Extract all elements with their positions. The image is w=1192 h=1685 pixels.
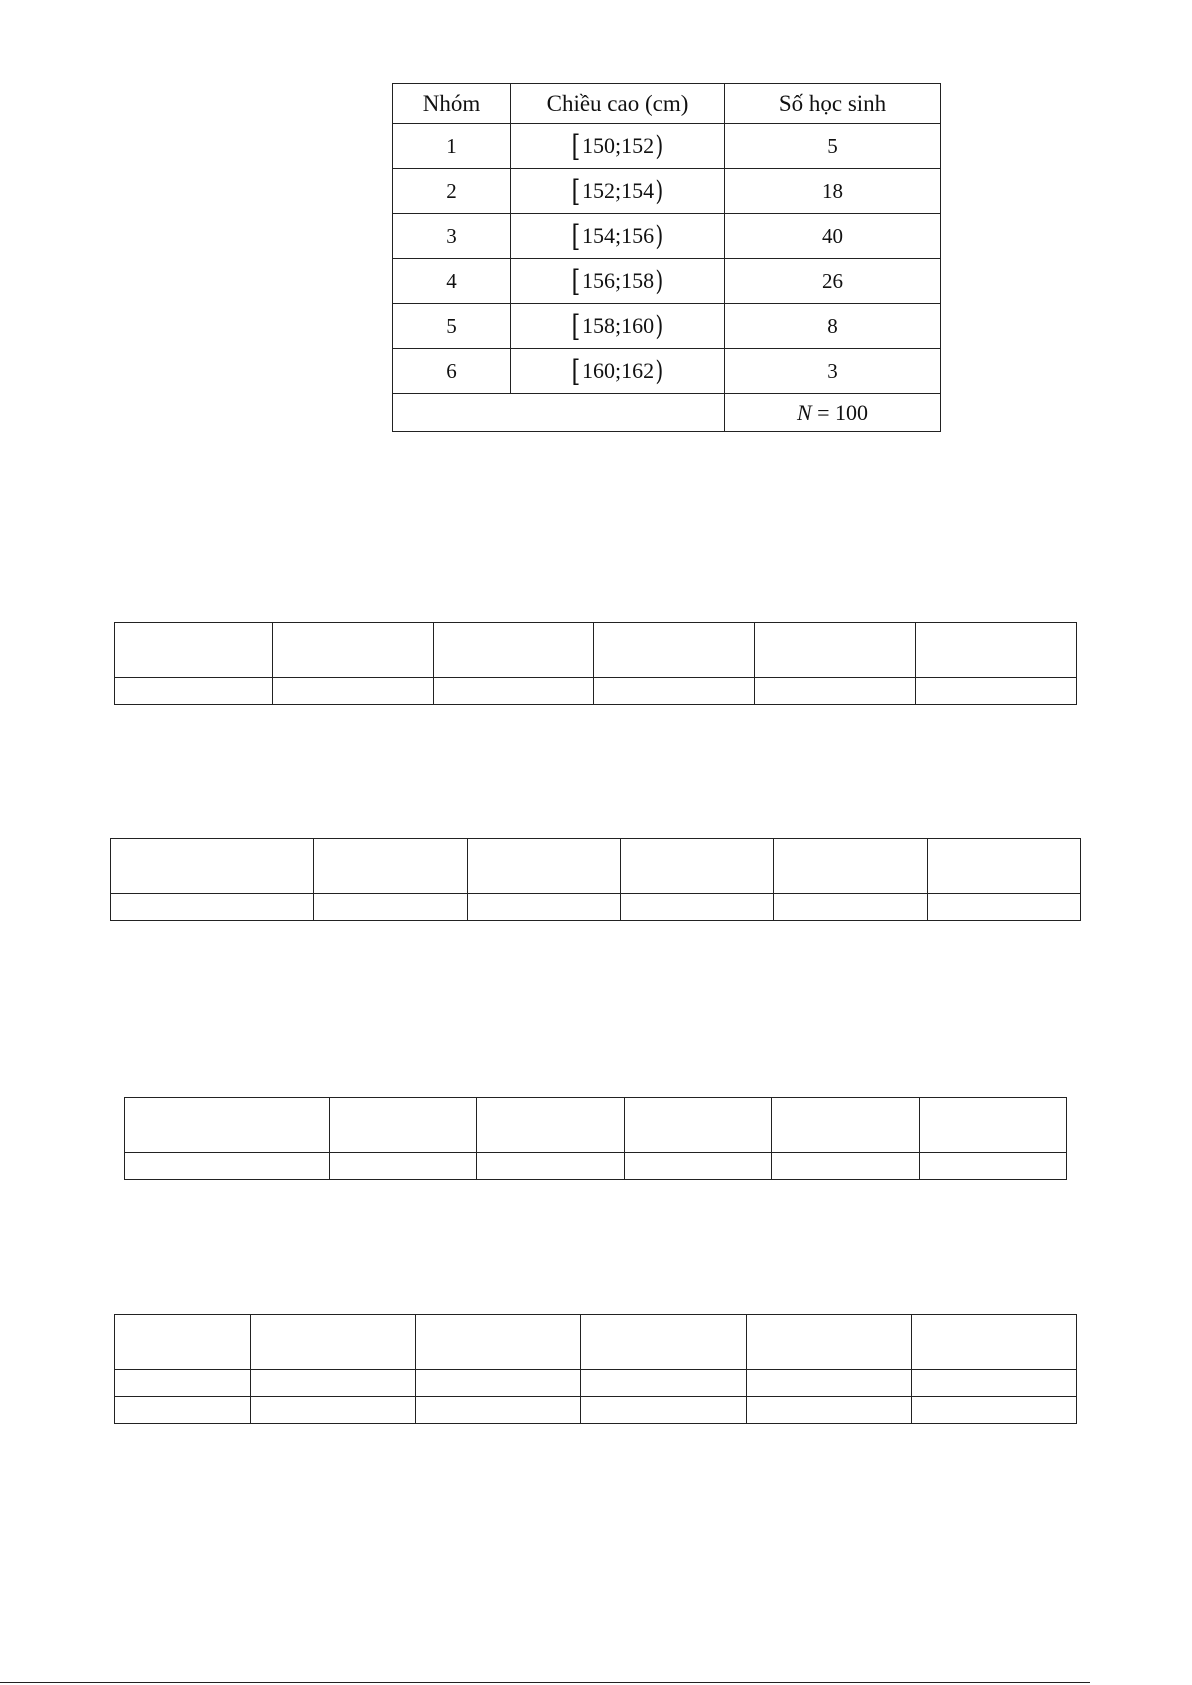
height-interval: [160;162) bbox=[511, 349, 725, 394]
blank-table-1 bbox=[114, 622, 1077, 705]
blank-cell bbox=[416, 1370, 581, 1397]
blank-cell bbox=[621, 839, 774, 894]
group-number: 2 bbox=[393, 169, 511, 214]
blank-cell bbox=[625, 1098, 772, 1153]
blank-cell bbox=[115, 1315, 251, 1370]
student-count: 3 bbox=[725, 349, 941, 394]
blank-cell bbox=[594, 678, 755, 705]
blank-cell bbox=[115, 678, 273, 705]
total-cell: N = 100 bbox=[725, 394, 941, 432]
group-number: 1 bbox=[393, 124, 511, 169]
blank-cell bbox=[747, 1315, 912, 1370]
blank-cell bbox=[928, 894, 1081, 921]
student-count: 26 bbox=[725, 259, 941, 304]
header-group: Nhóm bbox=[393, 84, 511, 124]
blank-cell bbox=[434, 623, 594, 678]
blank-cell bbox=[755, 623, 916, 678]
table-row bbox=[393, 304, 941, 349]
footer-divider bbox=[0, 1682, 1090, 1683]
group-number: 4 bbox=[393, 259, 511, 304]
total-value: 100 bbox=[835, 399, 869, 425]
group-number: 3 bbox=[393, 214, 511, 259]
blank-cell bbox=[755, 678, 916, 705]
blank-cell bbox=[111, 839, 314, 894]
blank-cell bbox=[468, 894, 621, 921]
blank-row bbox=[111, 894, 1081, 921]
blank-cell bbox=[330, 1098, 477, 1153]
blank-cell bbox=[581, 1397, 747, 1424]
blank-cell bbox=[416, 1397, 581, 1424]
blank-cell bbox=[111, 894, 314, 921]
blank-cell bbox=[251, 1315, 416, 1370]
blank-cell bbox=[747, 1370, 912, 1397]
blank-row bbox=[115, 1397, 1077, 1424]
student-count: 5 bbox=[725, 124, 941, 169]
blank-cell bbox=[125, 1098, 330, 1153]
blank-cell bbox=[273, 678, 434, 705]
total-row bbox=[393, 394, 941, 432]
blank-cell bbox=[115, 623, 273, 678]
blank-cell bbox=[115, 1370, 251, 1397]
table-row bbox=[393, 214, 941, 259]
blank-cell bbox=[916, 623, 1077, 678]
blank-row bbox=[125, 1153, 1067, 1180]
blank-cell bbox=[125, 1153, 330, 1180]
frequency-table bbox=[392, 83, 941, 432]
blank-row bbox=[115, 1315, 1077, 1370]
blank-cell bbox=[581, 1370, 747, 1397]
blank-cell bbox=[912, 1370, 1077, 1397]
student-count: 40 bbox=[725, 214, 941, 259]
blank-cell bbox=[314, 839, 468, 894]
height-interval: [154;156) bbox=[511, 214, 725, 259]
blank-cell bbox=[581, 1315, 747, 1370]
student-count: 18 bbox=[725, 169, 941, 214]
blank-cell bbox=[747, 1397, 912, 1424]
blank-cell bbox=[477, 1098, 625, 1153]
header-height: Chiều cao (cm) bbox=[511, 84, 725, 124]
blank-row bbox=[115, 1370, 1077, 1397]
blank-cell bbox=[928, 839, 1081, 894]
blank-cell bbox=[314, 894, 468, 921]
blank-cell bbox=[251, 1397, 416, 1424]
group-number: 6 bbox=[393, 349, 511, 394]
blank-cell bbox=[251, 1370, 416, 1397]
blank-cell bbox=[920, 1153, 1067, 1180]
header-row bbox=[393, 84, 941, 124]
blank-cell bbox=[916, 678, 1077, 705]
blank-cell bbox=[912, 1397, 1077, 1424]
table-row bbox=[393, 169, 941, 214]
blank-table-4 bbox=[114, 1314, 1077, 1424]
blank-cell bbox=[330, 1153, 477, 1180]
table-row bbox=[393, 124, 941, 169]
blank-cell bbox=[920, 1098, 1067, 1153]
blank-cell bbox=[273, 623, 434, 678]
blank-cell bbox=[774, 894, 928, 921]
group-number: 5 bbox=[393, 304, 511, 349]
total-variable: N bbox=[796, 399, 812, 425]
blank-cell bbox=[772, 1098, 920, 1153]
blank-row bbox=[115, 678, 1077, 705]
height-interval: [158;160) bbox=[511, 304, 725, 349]
blank-row bbox=[125, 1098, 1067, 1153]
blank-cell bbox=[416, 1315, 581, 1370]
blank-table-3 bbox=[124, 1097, 1067, 1180]
blank-cell bbox=[772, 1153, 920, 1180]
student-count: 8 bbox=[725, 304, 941, 349]
blank-row bbox=[111, 839, 1081, 894]
blank-row bbox=[115, 623, 1077, 678]
blank-table-2 bbox=[110, 838, 1081, 921]
table-row bbox=[393, 349, 941, 394]
table-row bbox=[393, 259, 941, 304]
blank-cell bbox=[115, 1397, 251, 1424]
blank-cell bbox=[912, 1315, 1077, 1370]
height-interval: [150;152) bbox=[511, 124, 725, 169]
blank-cell bbox=[774, 839, 928, 894]
total-row-blank bbox=[393, 394, 725, 432]
height-interval: [152;154) bbox=[511, 169, 725, 214]
blank-cell bbox=[468, 839, 621, 894]
blank-cell bbox=[625, 1153, 772, 1180]
header-students: Số học sinh bbox=[725, 84, 941, 124]
height-interval: [156;158) bbox=[511, 259, 725, 304]
blank-cell bbox=[594, 623, 755, 678]
blank-cell bbox=[621, 894, 774, 921]
blank-cell bbox=[434, 678, 594, 705]
blank-cell bbox=[477, 1153, 625, 1180]
